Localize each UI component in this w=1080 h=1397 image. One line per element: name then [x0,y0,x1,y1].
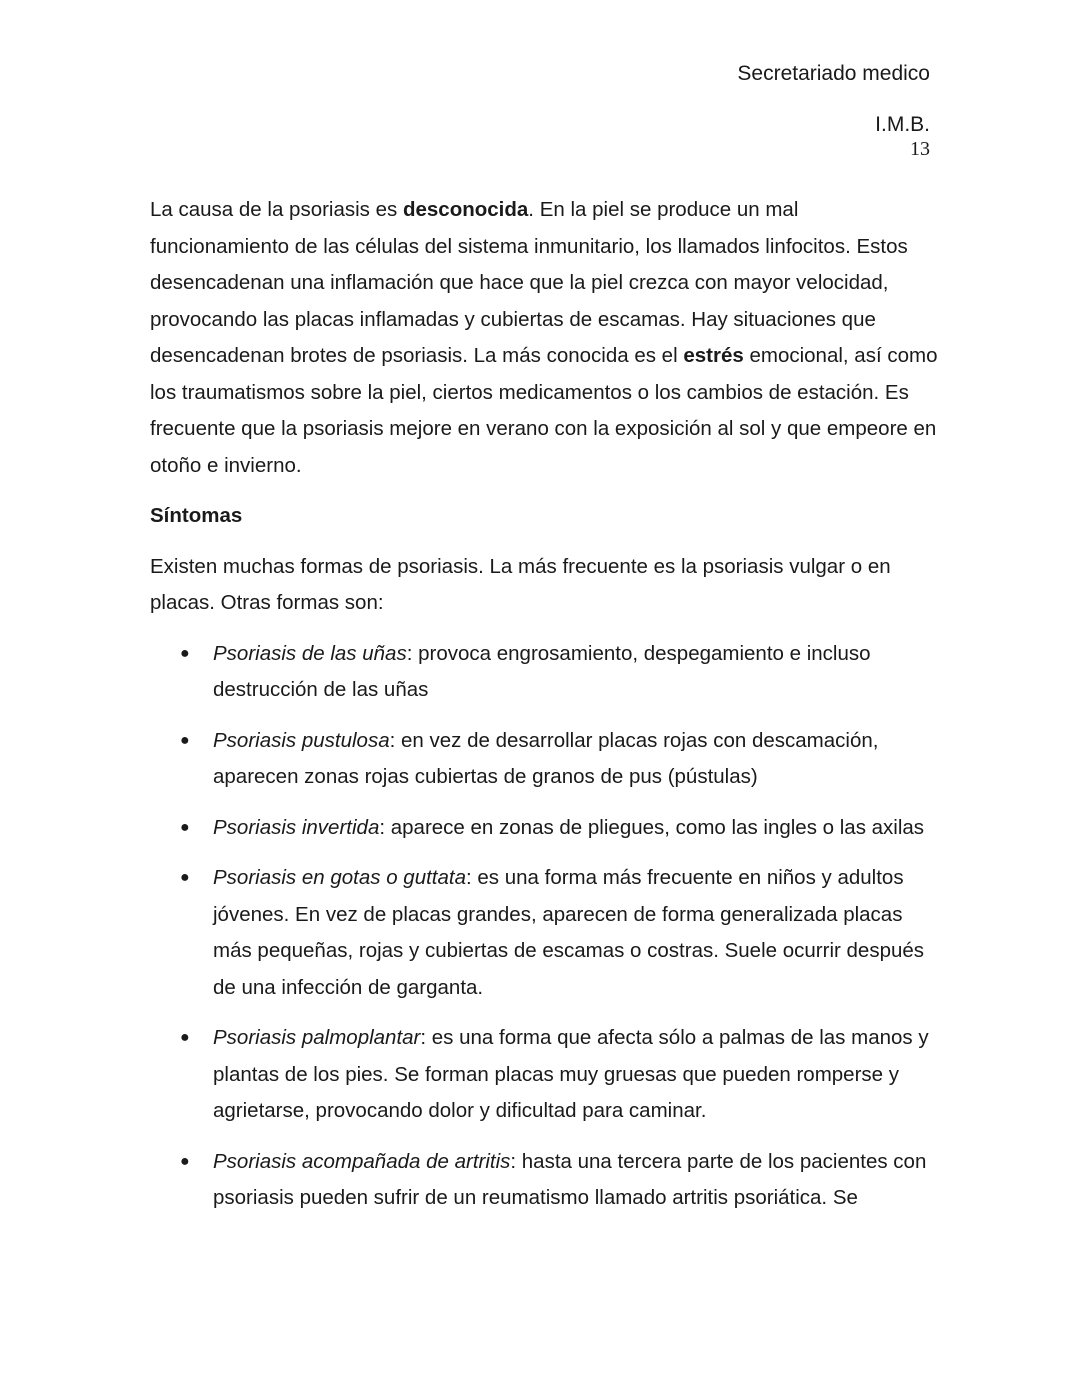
list-item-term: Psoriasis pustulosa [213,728,390,752]
intro-bold-2: estrés [683,344,744,367]
list-item [150,810,940,847]
list-item [150,1144,940,1217]
document-body [150,192,940,1231]
list-item-text: : es una forma más frecuente en niños y adultos jóvenes. En vez de placas grandes, aparecen de forma generalizada placas más pequeñas, rojas y cubiertas de escamas o costras. Suele ocurrir después de una infección de garganta. [213,866,925,999]
list-item-term: Psoriasis de las uñas [213,641,407,665]
intro-bold-1: desconocida [402,198,529,221]
list-item [150,723,940,796]
document-header-author: I.M.B. [875,113,930,136]
list-item-text: : aparece en zonas de pliegues, como las ingles o las axilas [379,815,925,839]
list-item-term: Psoriasis palmoplantar [213,1026,421,1049]
list-item [150,1020,940,1130]
psoriasis-types-list [150,636,940,1217]
section-paragraph: Existen muchas formas de psoriasis. La más frecuente es la psoriasis vulgar o en placas. Otras formas son: [150,554,891,614]
intro-text-1: La causa de la psoriasis es [150,198,403,221]
bullet-icon: ● [180,644,190,662]
list-item-term: Psoriasis acompañada de artritis [213,1149,511,1173]
section-heading: Síntomas [150,504,243,527]
bullet-icon: ● [180,818,190,836]
list-item-text: : provoca engrosamiento, despegamiento e incluso destrucción de las uñas [213,641,871,701]
document-header-title: Secretariado medico [737,62,930,85]
list-item-term: Psoriasis invertida [213,815,380,839]
list-item-term: Psoriasis en gotas o guttata [213,866,466,889]
list-item [150,636,940,709]
list-item-text: : es una forma que afecta sólo a palmas de las manos y plantas de los pies. Se forman placas muy gruesas que pueden romperse y agrietarse, provocando dolor y dificultad para caminar. [213,1026,929,1122]
bullet-icon: ● [180,1152,190,1170]
intro-paragraph [150,192,940,484]
list-item-text: : hasta una tercera parte de los pacientes con psoriasis pueden sufrir de un reumatismo llamado artritis psoriática. Se [213,1149,927,1209]
bullet-icon: ● [180,1029,190,1046]
intro-text-3: emocional, así como los traumatismos sobre la piel, ciertos medicamentos o los cambios de estación. Es frecuente que la psoriasis mejore en verano con la exposición al sol y que empeore en otoño e invierno. [150,344,938,477]
list-item [150,860,940,1006]
list-item-text: : en vez de desarrollar placas rojas con descamación, aparecen zonas rojas cubiertas de granos de pus (pústulas) [213,728,879,788]
bullet-icon: ● [180,869,190,886]
bullet-icon: ● [180,731,190,749]
page-number: 13 [910,138,930,160]
intro-text-2: . En la piel se produce un mal funcionamiento de las células del sistema inmunitario, los llamados linfocitos. Estos desencadenan una inflamación que hace que la piel crezca con mayor velocidad, provocando las placas inflamadas y cubiertas de escamas. Hay situaciones que desencadenan brotes de psoriasis. La más conocida es el [150,198,908,367]
